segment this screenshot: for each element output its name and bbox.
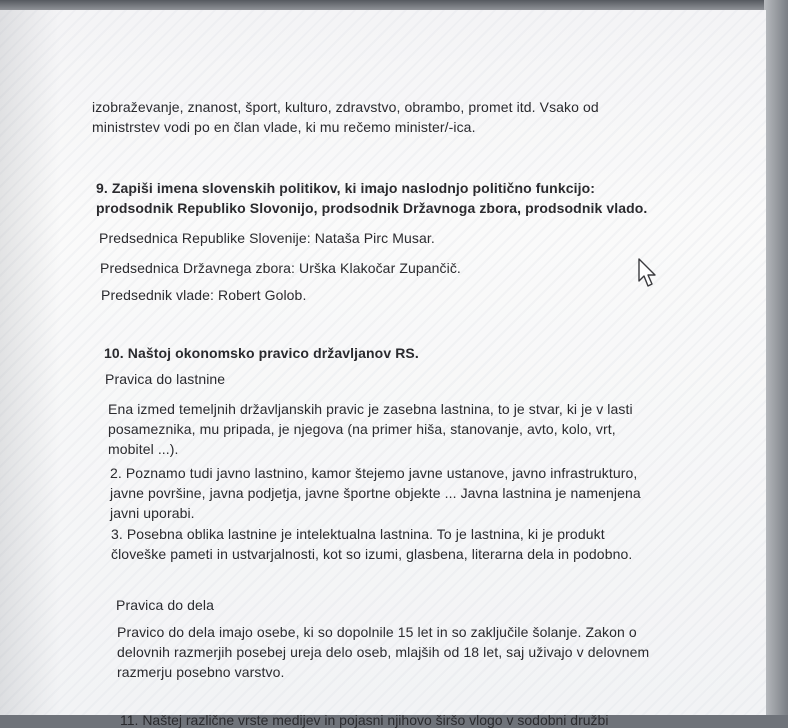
paragraph-line: 3. Posebna oblika lastnine je intelektualna lastnina. To je lastnina, ki je produkt (111, 526, 605, 542)
document-page[interactable] (0, 10, 766, 728)
paragraph-line: razmerju posebno varstvo. (117, 664, 285, 680)
answer-prime-minister: Predsednik vlade: Robert Golob. (101, 287, 307, 303)
question-10-heading: 10. Naštoj okonomsko pravico državljanov RS. (104, 345, 419, 361)
work-paragraph (117, 622, 657, 682)
answer-parliament-speaker: Predsednica Državnega zbora: Urška Klakočar Zupančič. (100, 260, 461, 276)
paragraph-line: posameznika, mu pripada, je njegova (na primer hiša, stanovanje, avto, kolo, vrt, (108, 421, 616, 437)
paragraph-line: mobitel ...). (108, 441, 179, 457)
paragraph-line: Ena izmed temeljnih državljanskih pravic je zasebna lastnina, to je stvar, ki je v lasti (108, 401, 633, 417)
screen-shade (0, 10, 60, 715)
mouse-pointer-icon (637, 257, 659, 289)
monitor-bezel-right (764, 0, 788, 715)
section-subheading: Pravica do lastnine (105, 371, 226, 387)
intro-line: izobraževanje, znanost, šport, kulturo, zdravstvo, obrambo, promet itd. Vsako od (92, 99, 599, 115)
paragraph-line: Pravico do dela imajo osebe, ki so dopolnile 15 let in so zaključile šolanje. Zakon o (117, 624, 637, 640)
intro-line: ministrstev vodi po en član vlade, ki mu rečemo minister/-ica. (92, 119, 476, 135)
question-11-heading-partial: 11. Naštej različne vrste medijev in pojasni njihovo širšo vlogo v sodobni družbi (120, 712, 609, 728)
property-paragraph-1 (108, 399, 660, 459)
paragraph-line: javni uporabi. (110, 505, 195, 521)
question-heading-line: prodsodnik Republiko Slovonijo, prodsodnik Državnoga zbora, prodsodnik vlado. (96, 200, 648, 216)
paragraph-line: 2. Poznamo tudi javno lastnino, kamor štejemo javne ustanove, javno infrastrukturo, (110, 465, 638, 481)
paragraph-line: javne površine, javna podjetja, javne športne objekte ... Javna lastnina je namenjena (110, 485, 641, 501)
property-paragraph-2 (110, 463, 660, 523)
property-paragraph-3 (111, 524, 661, 564)
paragraph-line: delovnih razmerjih posebej ureja delo oseb, mlajših od 18 let, saj uživajo v delovnem (117, 644, 650, 660)
section-subheading: Pravica do dela (116, 597, 215, 613)
question-9-heading (96, 178, 676, 218)
intro-paragraph (92, 97, 670, 137)
question-heading-line: 9. Zapiši imena slovenskih politikov, ki imajo naslodnjo politično funkcijo: (96, 180, 595, 196)
answer-president: Predsednica Republike Slovenije: Nataša Pirc Musar. (99, 230, 435, 246)
paragraph-line: človeške pameti in ustvarjalnosti, kot so izumi, glasbena, literarna dela in podobno. (111, 546, 633, 562)
